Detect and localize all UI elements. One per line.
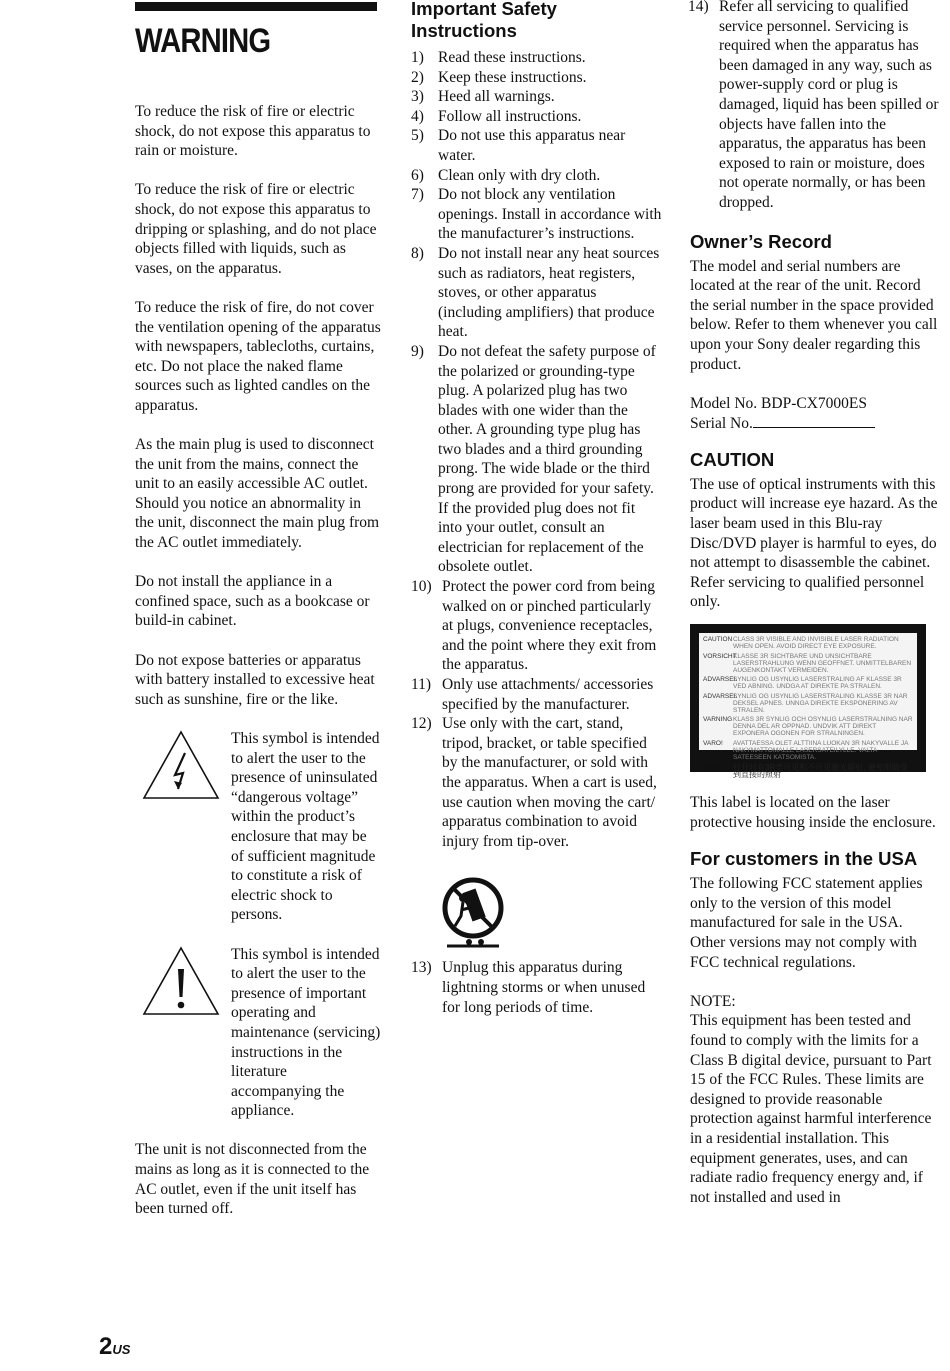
warning-paragraph-3: To reduce the risk of fire, do not cover the ventilation opening of the apparatus with newspapers, tablecloths, curtains, etc. Do not place the naked flame sources such as lighted candles on the apparatus. xyxy=(135,298,381,414)
label-row-text: 打开时有3R类可见和不可见激光辐射, 避免眼睛受到直接的照射 xyxy=(733,762,908,779)
label-row-key: VORSICHT xyxy=(703,652,737,660)
laser-label-inner xyxy=(699,633,917,779)
item-text: Clean only with dry cloth. xyxy=(438,166,601,184)
item-text: Read these instructions. xyxy=(438,49,586,66)
item-number: 9) xyxy=(411,342,424,360)
list-item xyxy=(411,244,663,342)
list-item xyxy=(411,577,663,675)
list-item xyxy=(411,185,663,244)
label-row-key: 警告 xyxy=(703,762,719,772)
usa-text: The following FCC statement applies only to the version of this model manufactured for sale in the USA. Other versions may not comply with FCC technical regulations. xyxy=(690,875,923,971)
item-text: Refer all servicing to qualified service personnel. Servicing is required when the apparatus has been damaged in any way, such as power-supply cord or plug is damaged, liquid has been spilled or objects have fallen into the apparatus, the apparatus has been exposed to rain or moisture, does not operate normally, or has been dropped. xyxy=(719,0,939,211)
title-bar xyxy=(135,2,377,11)
item-text: Do not defeat the safety purpose of the polarized or grounding-type plug. A polarized plug has two blades with one wider than the other. A grounding type plug has two blades and a third grounding prong. The wide blade or the third prong are provided for your safety. If the provided plug does not fit into your outlet, consult an electrician for replacement of the obsolete outlet. xyxy=(438,342,656,576)
label-row-text: KLASSE 3R SICHTBARE UND UNSICHTBARE LASERSTRAHLUNG WENN GEOFFNET. UNMITTELBAREN AUGENKONTAKT VERMEIDEN. xyxy=(733,652,912,674)
cart-icon-wrap xyxy=(441,870,663,956)
caution-title: CAUTION xyxy=(690,448,775,470)
item-number: 12) xyxy=(411,715,432,733)
item-number: 8) xyxy=(411,244,424,262)
caution-text-2: Refer servicing to qualified personnel only. xyxy=(690,573,925,611)
label-row-chinese xyxy=(703,764,913,778)
label-row xyxy=(703,636,913,650)
item-text: Unplug this apparatus during lightning storms or when unused for long periods of time. xyxy=(442,959,646,1016)
item-text: Do not use this apparatus near water. xyxy=(438,127,626,164)
label-row-key: VARO! xyxy=(703,740,723,747)
list-item xyxy=(411,126,663,165)
label-row xyxy=(703,740,913,761)
important-symbol-text: This symbol is intended to alert the user to the presence of important operating and maintenance (servicing) instructions in the literature accompanying the appliance. xyxy=(231,945,381,1120)
list-item xyxy=(411,342,663,577)
serial-label: Serial No. xyxy=(690,415,753,433)
item-text: Protect the power cord from being walked on or pinched particularly at plugs, convenience receptacles, and the point where they exit from the apparatus. xyxy=(442,578,657,674)
list-item xyxy=(411,675,663,714)
page-number-suffix: US xyxy=(112,1342,131,1357)
item-number: 5) xyxy=(411,127,424,145)
right-column xyxy=(690,0,940,1207)
cart-tip-over-icon xyxy=(441,870,505,950)
list-item xyxy=(411,166,663,186)
warning-paragraph-6: Do not expose batteries or apparatus with battery installed to excessive heat such as sunshine, fire or the like. xyxy=(135,651,375,708)
label-row xyxy=(703,693,913,714)
safety-list xyxy=(411,48,663,851)
label-row-text: KLASS 3R SYNLIG OCH OSYNLIG LASERSTRALNING NAR DENNA DEL AR OPPNAD. UNDVIK ATT DIREKT EXPONERA OGONEN FOR STRALNINGEN. xyxy=(733,716,913,738)
label-row xyxy=(703,716,913,737)
warning-title: WARNING xyxy=(135,22,271,60)
item-number: 11) xyxy=(411,676,432,693)
serial-blank xyxy=(753,413,875,428)
label-row xyxy=(703,653,913,674)
warning-paragraph-1: To reduce the risk of fire or electric shock, do not expose this apparatus to rain or moisture. xyxy=(135,103,371,160)
item-number: 3) xyxy=(411,88,424,106)
list-item xyxy=(411,714,663,851)
laser-caution-label xyxy=(690,624,926,779)
list-item xyxy=(411,68,663,88)
owners-record-title: Owner’s Record xyxy=(690,230,832,252)
page-number xyxy=(99,1333,130,1361)
important-symbol-block xyxy=(135,945,381,1121)
item-number: 4) xyxy=(411,107,424,125)
owners-record-text: The model and serial numbers are located at the rear of the unit. Record the serial number in the space provided below. Refer to them whenever you call upon your Sony dealer regarding this product. xyxy=(690,257,938,373)
item-text: Follow all instructions. xyxy=(438,107,582,125)
lightning-bolt-triangle-icon xyxy=(141,729,221,801)
list-item xyxy=(411,958,663,1017)
serial-number-line xyxy=(690,413,940,434)
label-row-key: ADVARSEL xyxy=(703,692,738,700)
safety-list-end xyxy=(688,0,940,213)
label-row-text: AVATTAESSA OLET ALTTIINA LUOKAN 3R NAKYVALLE JA NAKYMATTOMALLE LASERSATEILYLLE. VALTA SATEESEEN KATSOMISTA. xyxy=(733,740,909,761)
safety-column xyxy=(411,0,663,1017)
page-number-digit: 2 xyxy=(99,1333,113,1360)
voltage-symbol-text: This symbol is intended to alert the user to the presence of uninsulated “dangerous voltage” within the product’s enclosure that may be of sufficient magnitude to constitute a risk of electric shock to persons. xyxy=(231,730,380,924)
label-location-note: This label is located on the laser protective housing inside the enclosure. xyxy=(690,794,936,831)
item-text: Only use attachments/ accessories specified by the manufacturer. xyxy=(442,676,654,713)
item-number: 6) xyxy=(411,166,424,184)
note-text: This equipment has been tested and found to comply with the limits for a Class B digital device, pursuant to Part 15 of the FCC Rules. These limits are designed to provide reasonable protection against harmful interference in a residential installation. This equipment generates, uses, and can radiate radio frequency energy and, if not installed and used in xyxy=(690,1012,932,1206)
warning-paragraph-4: As the main plug is used to disconnect the unit from the mains, connect the unit to an easily accessible AC outlet. Should you notice an abnormality in the unit, disconnect the main plug from the AC outlet immediately. xyxy=(135,436,380,552)
usa-title: For customers in the USA xyxy=(690,848,918,870)
warning-column xyxy=(135,0,381,1219)
item-text: Do not install near any heat sources such as radiators, heat registers, stoves, or other apparatus (including amplifiers) that produce heat. xyxy=(438,244,660,341)
item-text: Heed all warnings. xyxy=(438,88,555,106)
item-number: 1) xyxy=(411,49,424,66)
item-number: 14) xyxy=(688,0,709,15)
model-number: Model No. BDP-CX7000ES xyxy=(690,394,867,412)
item-text: Use only with the cart, stand, tripod, bracket, or table specified by the manufacturer, or sold with the apparatus. When a cart is used, use caution when moving the cart/ apparatus combination to avoid injury from tip-over. xyxy=(442,715,657,850)
label-row-text: SYNLIG OG USYNLIG LASERSTRALING AF KLASSE 3R VED ABNING. UNDGA AT DIREKTE PA STRALEN. xyxy=(733,676,902,691)
list-item xyxy=(411,87,663,107)
label-row-key: ADVARSEL xyxy=(703,676,738,684)
label-row xyxy=(703,676,913,690)
item-number: 2) xyxy=(411,68,424,86)
warning-paragraph-5: Do not install the appliance in a confined space, such as a bookcase or build-in cabinet. xyxy=(135,573,370,630)
note-label: NOTE: xyxy=(690,992,736,1010)
label-row-text: SYNLIG OG USYNLIG LASERSTRALING KLASSE 3R NAR DEKSEL APNES. UNNGA DIREKTE EKSPONERING AV STRALEN. xyxy=(733,692,908,714)
label-row-key: VARNING xyxy=(703,716,733,724)
label-row-text: CLASS 3R VISIBLE AND INVISIBLE LASER RADIATION WHEN OPEN. AVOID DIRECT EYE EXPOSURE. xyxy=(733,636,899,651)
warning-paragraph-2: To reduce the risk of fire or electric shock, do not expose this apparatus to dripping or splashing, and do not place objects filled with liquids, such as vases, on the apparatus. xyxy=(135,181,377,277)
voltage-symbol-block xyxy=(135,729,381,925)
item-text: Do not block any ventilation openings. Install in accordance with the manufacturer’s instructions. xyxy=(438,186,662,243)
item-number: 10) xyxy=(411,578,432,596)
label-row-key: CAUTION xyxy=(703,636,733,644)
item-text: Keep these instructions. xyxy=(438,68,587,86)
exclamation-triangle-icon xyxy=(141,945,221,1017)
list-item xyxy=(688,0,940,213)
safety-title: Important Safety Instructions xyxy=(411,0,557,41)
list-item xyxy=(411,48,663,68)
list-item xyxy=(411,107,663,127)
warning-final-paragraph: The unit is not disconnected from the mains as long as it is connected to the AC outlet, even if the unit itself has been turned off. xyxy=(135,1141,370,1218)
caution-text: The use of optical instruments with this product will increase eye hazard. As the laser beam used in this Blu-ray Disc/DVD player is harmful to eyes, do not attempt to disassemble the cabinet. xyxy=(690,475,938,572)
item-number: 13) xyxy=(411,959,432,977)
safety-list-continued xyxy=(411,958,663,1017)
item-number: 7) xyxy=(411,186,424,204)
